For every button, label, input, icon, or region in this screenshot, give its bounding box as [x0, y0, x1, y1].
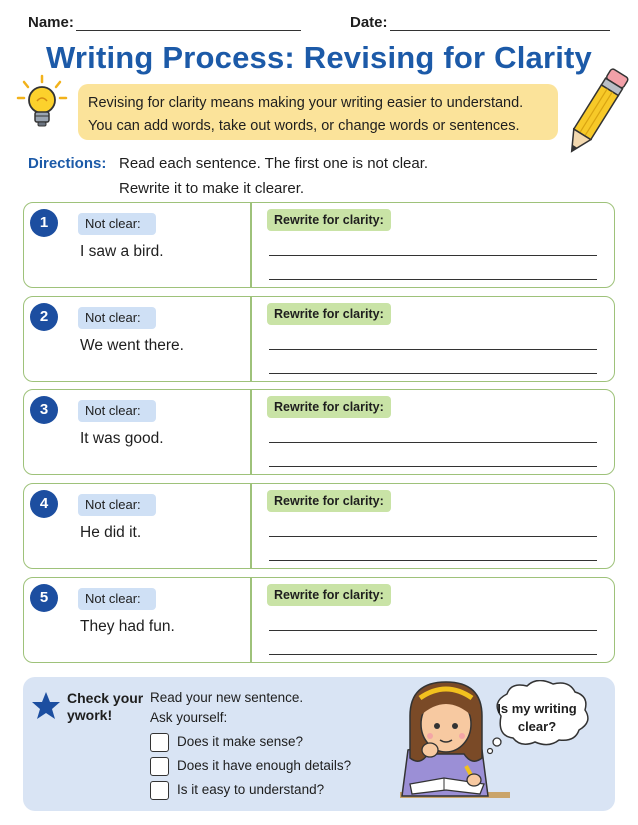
header [0, 14, 638, 36]
check-title-line-1: Check your [67, 690, 144, 706]
item-number: 1 [30, 209, 58, 237]
checklist-label: Is it easy to understand? [177, 782, 325, 797]
exercise-card-5 [23, 577, 615, 663]
check-intro-line-1: Read your new sentence. [150, 690, 304, 705]
not-clear-tag: Not clear: [78, 494, 156, 516]
not-clear-tag: Not clear: [78, 213, 156, 235]
checklist-label: Does it make sense? [177, 734, 304, 749]
write-line[interactable] [269, 349, 597, 350]
not-clear-tag: Not clear: [78, 307, 156, 329]
exercise-card-2 [23, 296, 615, 382]
rewrite-tag: Rewrite for clarity: [267, 396, 391, 418]
directions-label: Directions: [28, 155, 107, 172]
date-label: Date: [350, 14, 388, 31]
thought-bubble-text [487, 700, 587, 736]
bubble-line-2: clear? [517, 719, 557, 734]
check-intro [150, 688, 303, 728]
write-line[interactable] [269, 279, 597, 280]
write-line[interactable] [269, 630, 597, 631]
item-number: 5 [30, 584, 58, 612]
star-icon [31, 691, 61, 721]
check-title-line-2: ywork! [67, 707, 113, 723]
card-divider [250, 203, 252, 287]
write-line[interactable] [269, 255, 597, 256]
exercise-card-4 [23, 483, 615, 569]
rewrite-tag: Rewrite for clarity: [267, 490, 391, 512]
write-line[interactable] [269, 654, 597, 655]
name-label: Name: [28, 14, 74, 31]
directions-line-2: Rewrite it to make it clearer. [119, 180, 305, 197]
card-divider [250, 484, 252, 568]
checklist-label: Does it have enough details? [177, 758, 352, 773]
rewrite-tag: Rewrite for clarity: [267, 209, 391, 231]
check-title [67, 690, 147, 724]
intro-line-2: You can add words, take out words, or change words or sentences. [88, 118, 520, 134]
write-line[interactable] [269, 536, 597, 537]
directions-line-1: Read each sentence. The first one is not clear. [119, 155, 429, 172]
lightbulb-icon [14, 72, 70, 136]
page-title: Writing Process: Revising for Clarity [45, 40, 592, 75]
not-clear-tag: Not clear: [78, 588, 156, 610]
item-number: 4 [30, 490, 58, 518]
card-divider [250, 578, 252, 662]
checkbox[interactable] [150, 733, 169, 752]
write-line[interactable] [269, 560, 597, 561]
write-line[interactable] [269, 373, 597, 374]
name-field[interactable] [76, 30, 301, 31]
bubble-line-1: Is my writing [497, 701, 577, 716]
not-clear-tag: Not clear: [78, 400, 156, 422]
rewrite-tag: Rewrite for clarity: [267, 584, 391, 606]
unclear-sentence: We went there. [80, 337, 184, 354]
card-divider [250, 297, 252, 381]
write-line[interactable] [269, 466, 597, 467]
unclear-sentence: It was good. [80, 430, 164, 447]
directions-text [119, 151, 559, 201]
date-field[interactable] [390, 30, 610, 31]
item-number: 3 [30, 396, 58, 424]
checkbox[interactable] [150, 781, 169, 800]
exercise-card-3 [23, 389, 615, 475]
unclear-sentence: They had fun. [80, 618, 175, 635]
intro-box [78, 84, 558, 140]
unclear-sentence: I saw a bird. [80, 243, 164, 260]
exercise-card-1 [23, 202, 615, 288]
rewrite-tag: Rewrite for clarity: [267, 303, 391, 325]
pencil-icon [560, 64, 630, 164]
checkbox[interactable] [150, 757, 169, 776]
intro-line-1: Revising for clarity means making your writing easier to understand. [88, 95, 524, 111]
check-intro-line-2: Ask yourself: [150, 710, 228, 725]
unclear-sentence: He did it. [80, 524, 142, 541]
write-line[interactable] [269, 442, 597, 443]
item-number: 2 [30, 303, 58, 331]
card-divider [250, 390, 252, 474]
